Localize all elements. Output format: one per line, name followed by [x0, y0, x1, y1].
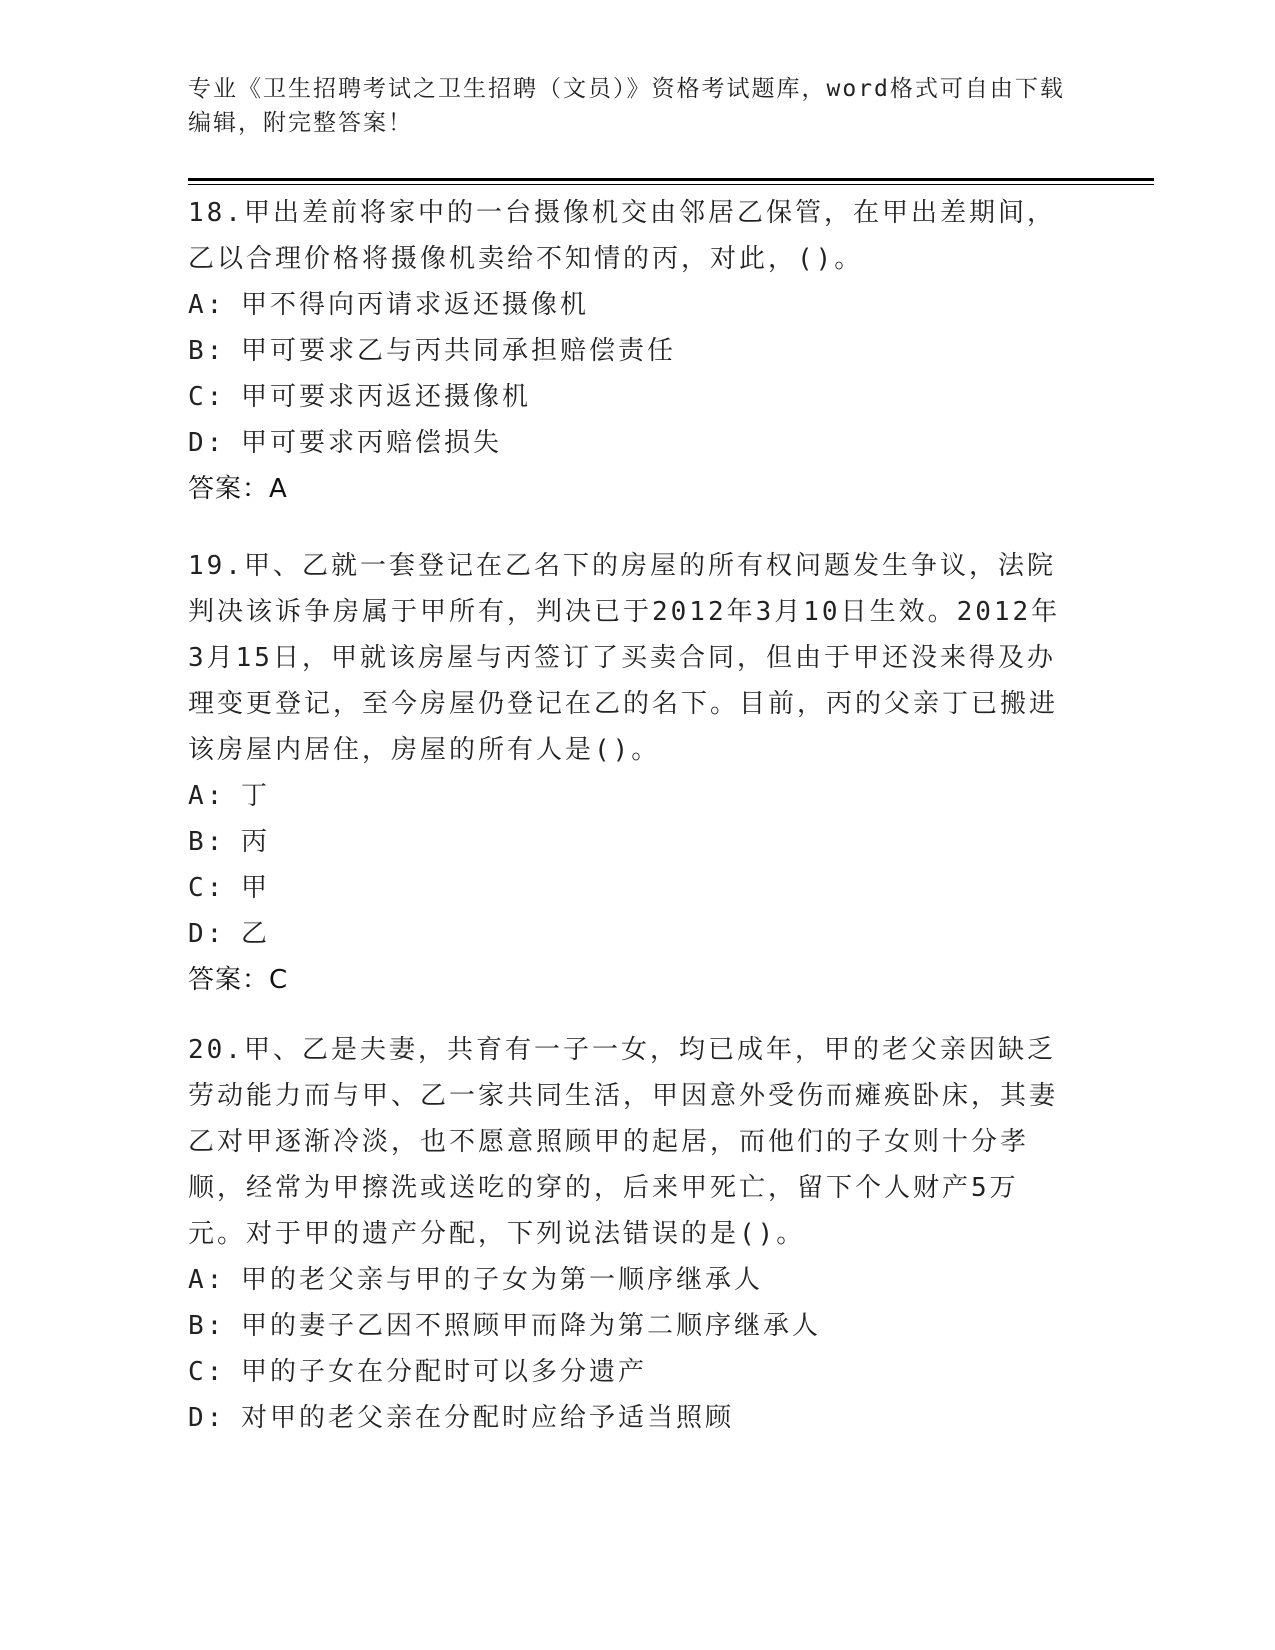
header-divider-thick	[188, 178, 1154, 181]
option-key: C:	[188, 1357, 226, 1387]
option-key: D:	[188, 428, 226, 458]
option-a	[188, 773, 1068, 819]
option-key: A:	[188, 1265, 226, 1295]
option-a	[188, 282, 1068, 328]
option-b	[188, 819, 1068, 865]
option-key: D:	[188, 919, 226, 949]
option-text: 甲可要求乙与丙共同承担赔偿责任	[240, 336, 676, 366]
option-text: 甲的妻子乙因不照顾甲而降为第二顺序继承人	[240, 1311, 821, 1341]
option-key: B:	[188, 1311, 226, 1341]
answer-label: 答案：A	[188, 474, 288, 504]
option-key: C:	[188, 382, 226, 412]
option-text: 甲可要求丙返还摄像机	[240, 382, 531, 412]
option-b	[188, 328, 1068, 374]
answer-label: 答案：C	[188, 965, 289, 995]
option-d	[188, 1395, 1068, 1441]
option-d	[188, 911, 1068, 957]
option-text: 丙	[240, 827, 270, 857]
question-20	[188, 1027, 1068, 1441]
option-key: A:	[188, 781, 226, 811]
option-key: D:	[188, 1403, 226, 1433]
option-text: 甲可要求丙赔偿损失	[240, 428, 502, 458]
option-key: A:	[188, 290, 226, 320]
document-header: 专业《卫生招聘考试之卫生招聘（文员）》资格考试题库，word格式可自由下载编辑，附完整答案！	[188, 76, 1065, 136]
question-stem: 19.甲、乙就一套登记在乙名下的房屋的所有权问题发生争议，法院判决该诉争房属于甲所有，判决已于2012年3月10日生效。2012年3月15日，甲就该房屋与丙签订了买卖合同，但由于甲还没来得及办理变更登记，至今房屋仍登记在乙的名下。目前，丙的父亲丁已搬进该房屋内居住，房屋的所有人是()。	[188, 551, 1061, 765]
question-stem: 20.甲、乙是夫妻，共育有一子一女，均已成年，甲的老父亲因缺乏劳动能力而与甲、乙一家共同生活，甲因意外受伤而瘫痪卧床，其妻乙对甲逐渐冷淡，也不愿意照顾甲的起居，而他们的子女则十分孝顺，经常为甲擦洗或送吃的穿的，后来甲死亡，留下个人财产5万元。对于甲的遗产分配，下列说法错误的是()。	[188, 1035, 1059, 1249]
option-key: B:	[188, 336, 226, 366]
option-text: 甲的子女在分配时可以多分遗产	[240, 1357, 647, 1387]
option-text: 甲的老父亲与甲的子女为第一顺序继承人	[240, 1265, 763, 1295]
question-19	[188, 543, 1068, 1003]
option-text: 甲	[240, 873, 270, 903]
option-text: 对甲的老父亲在分配时应给予适当照顾	[240, 1403, 734, 1433]
question-stem: 18.甲出差前将家中的一台摄像机交由邻居乙保管，在甲出差期间，乙以合理价格将摄像机卖给不知情的丙，对此，()。	[188, 198, 1056, 274]
question-18	[188, 190, 1068, 512]
option-b	[188, 1303, 1068, 1349]
option-text: 丁	[240, 781, 270, 811]
option-c	[188, 1349, 1068, 1395]
option-a	[188, 1257, 1068, 1303]
option-c	[188, 865, 1068, 911]
option-c	[188, 374, 1068, 420]
option-text: 甲不得向丙请求返还摄像机	[240, 290, 589, 320]
option-key: C:	[188, 873, 226, 903]
option-text: 乙	[240, 919, 270, 949]
header-divider-thin	[188, 184, 1154, 185]
option-d	[188, 420, 1068, 466]
option-key: B:	[188, 827, 226, 857]
